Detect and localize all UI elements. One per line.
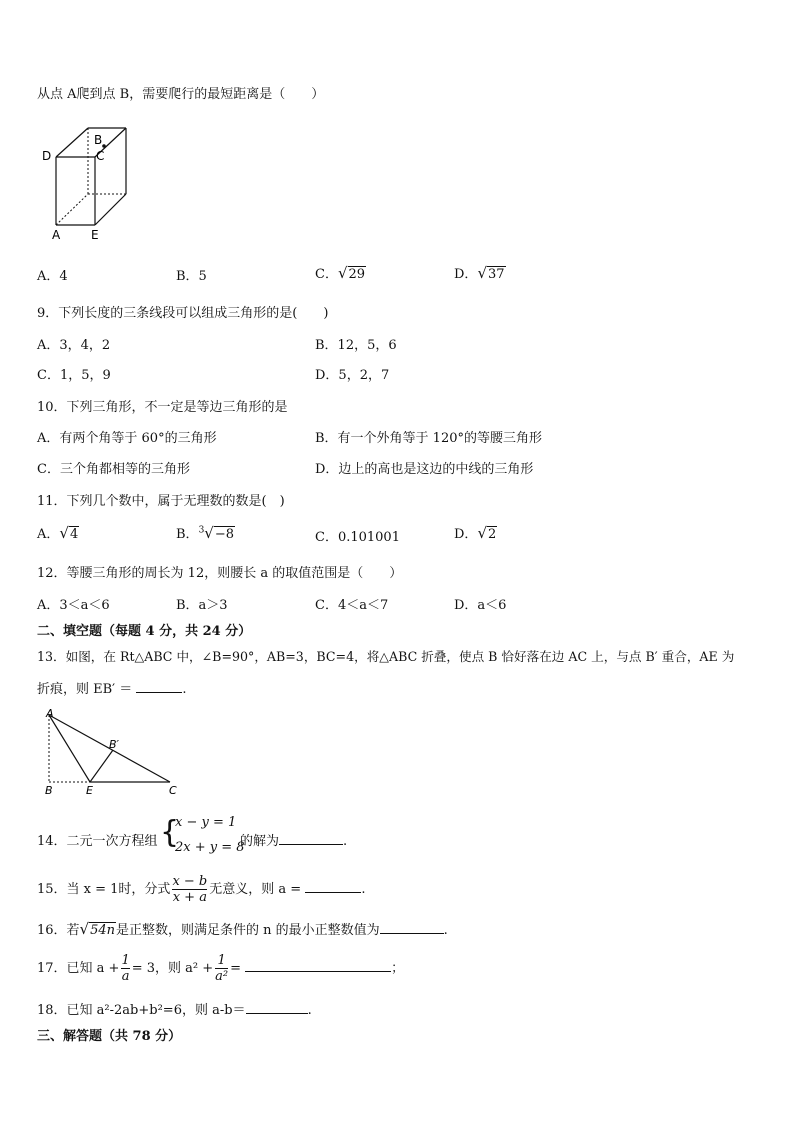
q10-option-c: C．三个角都相等的三角形: [37, 462, 190, 477]
q12-option-d: D．a＜6: [454, 598, 507, 613]
cuboid-figure: [38, 122, 138, 242]
label-E: E: [86, 784, 93, 797]
q9-stem: 9．下列长度的三条线段可以组成三角形的是( ): [37, 306, 329, 321]
q11-option-b: B．$^3$√−8: [176, 524, 235, 542]
q11-option-a: A．√4: [37, 524, 79, 542]
q10-stem: 10．下列三角形，不一定是等边三角形的是: [37, 400, 288, 415]
q17-answer-blank[interactable]: [245, 959, 391, 972]
label-B: B: [45, 784, 53, 797]
q14-eq1: x − y = 1: [175, 815, 237, 830]
q9-option-b: B．12，5，6: [315, 338, 397, 353]
q17-line: 17．已知 a + $\frac{1}{a}$ = 3，则 a² + $\frac{1}{\text{a²}}$ = ；: [37, 953, 405, 984]
triangle-figure: [40, 706, 190, 798]
label-A: A: [52, 228, 61, 242]
q8-option-d: D．√37: [454, 264, 505, 282]
q16-answer-blank[interactable]: [380, 921, 444, 934]
q11-stem: 11．下列几个数中，属于无理数的数是( ): [37, 494, 285, 509]
q8-option-a: A．4: [37, 269, 68, 284]
q12-stem: 12．等腰三角形的周长为 12，则腰长 a 的取值范围是（ ）: [37, 566, 403, 581]
q13-line1: 13．如图，在 Rt△ABC 中，∠B=90°，AB=3，BC=4，将△ABC 折叠，使点 B 恰好落在边 AC 上，与点 B′ 重合，AE 为: [37, 649, 735, 664]
q9-option-c: C．1，5，9: [37, 368, 111, 383]
label-C: C: [169, 784, 177, 797]
q9-option-d: D．5，2，7: [315, 368, 390, 383]
q13-line2: 折痕，则 EB′ ＝ .: [37, 682, 187, 697]
q14-post: 的解为 .: [240, 834, 348, 849]
q14-pre: 14．二元一次方程组: [37, 834, 158, 849]
label-A: A: [46, 707, 54, 720]
section-3-heading: 三、解答题（共 78 分）: [37, 1029, 182, 1044]
q18-line: 18．已知 a²-2ab+b²=6，则 a-b＝ .: [37, 1003, 312, 1018]
q13-answer-blank[interactable]: [136, 680, 182, 693]
label-B-prime: B′: [109, 738, 120, 751]
q12-option-c: C．4＜a＜7: [315, 598, 389, 613]
q14-brace: {: [160, 815, 180, 850]
q14-eq2: 2x + y = 8: [175, 840, 245, 855]
q10-option-a: A．有两个角等于 60°的三角形: [37, 431, 217, 446]
label-D: D: [42, 149, 52, 163]
q18-answer-blank[interactable]: [246, 1001, 308, 1014]
q10-option-b: B．有一个外角等于 120°的等腰三角形: [315, 431, 542, 446]
q11-option-c: C．0.101001: [315, 530, 400, 545]
q8-option-c: C．√29: [315, 264, 366, 282]
label-E: E: [91, 228, 99, 242]
q9-option-a: A．3，4，2: [37, 338, 111, 353]
q16-line: 16．若√54n是正整数，则满足条件的 n 的最小正整数值为 .: [37, 920, 448, 938]
q11-option-d: D．√2: [454, 524, 497, 542]
q15-answer-blank[interactable]: [305, 880, 361, 893]
label-B: B: [94, 133, 103, 147]
q12-option-b: B．a＞3: [176, 598, 228, 613]
q8-stem: 从点 A爬到点 B，需要爬行的最短距离是（ ）: [37, 87, 325, 102]
q12-option-a: A．3＜a＜6: [37, 598, 110, 613]
q10-option-d: D．边上的高也是这边的中线的三角形: [315, 462, 534, 477]
section-2-heading: 二、填空题（每题 4 分，共 24 分）: [37, 624, 252, 639]
label-C: C: [96, 149, 105, 163]
q15-line: 15．当 x = 1时，分式 $\frac{x - b}{x + a}$ 无意义，则 a = .: [37, 874, 366, 905]
q8-option-b: B．5: [176, 269, 207, 284]
q14-answer-blank[interactable]: [279, 832, 343, 845]
